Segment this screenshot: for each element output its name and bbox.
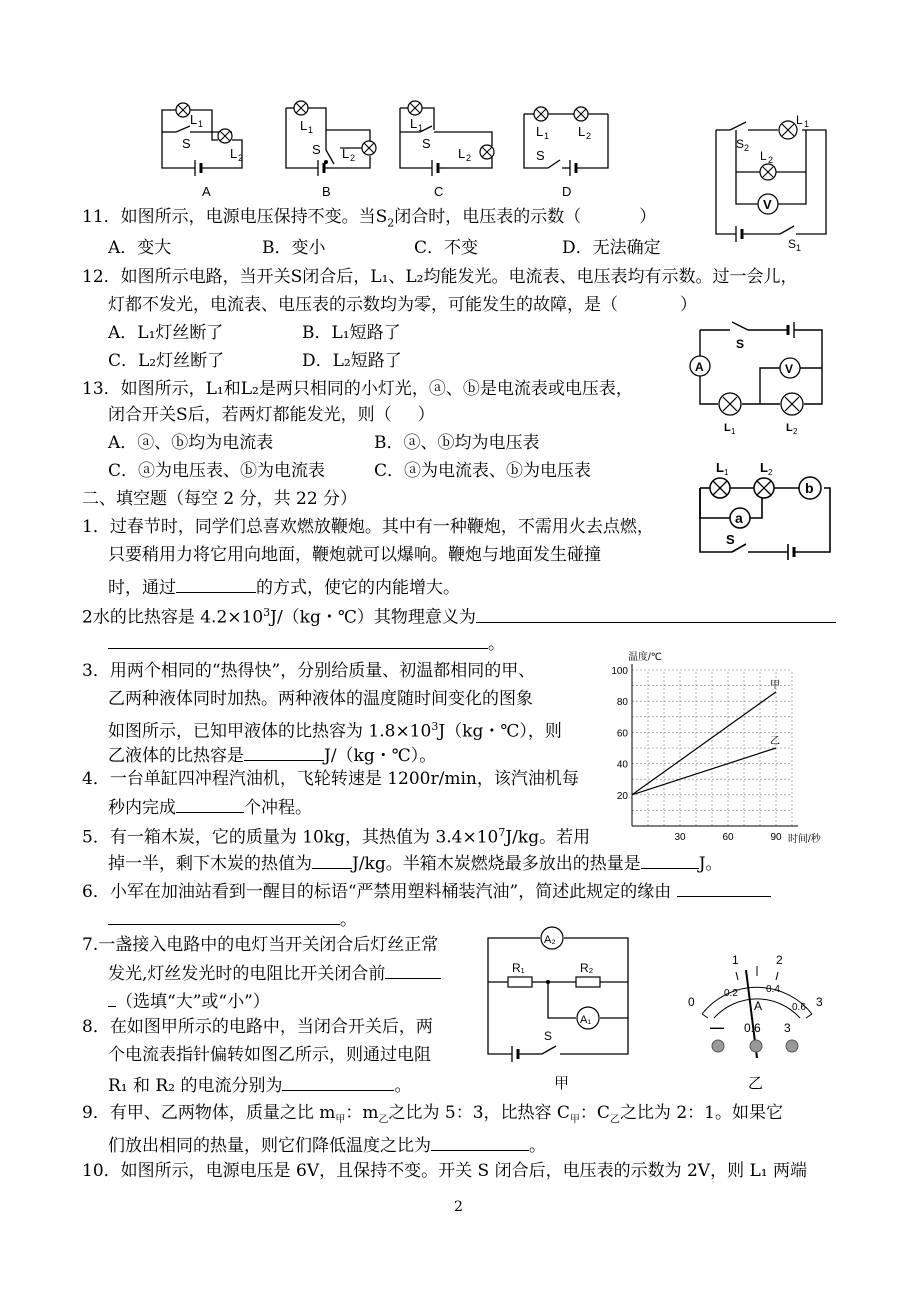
- svg-text:2: 2: [744, 143, 750, 153]
- series-line-yi: [632, 748, 776, 795]
- svg-text:a: a: [735, 510, 743, 526]
- svg-text:L: L: [536, 124, 544, 139]
- series-label: 甲: [770, 679, 780, 691]
- svg-text:L: L: [458, 146, 466, 161]
- svg-text:L: L: [724, 422, 731, 434]
- svg-text:V: V: [785, 362, 794, 376]
- fq7-line2: 发光,灯丝发光时的电阻比开关闭合前: [108, 960, 441, 985]
- fq7-line1: 7.一盏接入电路中的电灯当开关闭合后灯丝正常: [82, 935, 439, 955]
- section2-heading: 二、填空题（每空 2 分，共 22 分）: [82, 489, 358, 509]
- svg-text:S: S: [726, 532, 735, 547]
- circuit-d-letter: D: [562, 184, 572, 199]
- fq9-line1: 9．有甲、乙两物体，质量之比 $m_甲$：$m_乙$之比为 5：3，比热容 $C_甲$：$C_乙$之比为 2：1。如果它: [82, 1103, 783, 1126]
- svg-text:0.4: 0.4: [766, 984, 780, 995]
- x-tick-label: 60: [722, 832, 734, 843]
- fq1-line2: 只要稍用力将它用向地面，鞭炮就可以爆响。鞭炮与地面发生碰撞: [108, 545, 601, 565]
- fq3-line4: 乙液体的比热容是 J/（kg・℃）。: [108, 742, 436, 767]
- x-axis-label: 时间/秒: [788, 834, 821, 845]
- svg-text:L: L: [716, 460, 724, 475]
- svg-text:L: L: [760, 149, 767, 163]
- fq9-blank[interactable]: [431, 1132, 529, 1151]
- fq8-line2: 个电流表指针偏转如图乙所示，则通过电阻: [108, 1045, 431, 1065]
- fq5-line1: 5．有一箱木炭，它的质量为 10kg，其热值为 $3.4\times 10^7J/kg$。若用: [82, 826, 591, 848]
- svg-text:S: S: [536, 148, 545, 163]
- fq6-blank-1[interactable]: [677, 878, 771, 897]
- q13-option-b: B．ⓐ、ⓑ均为电压表: [374, 433, 540, 453]
- svg-text:A: A: [695, 360, 704, 374]
- svg-text:2: 2: [768, 468, 773, 477]
- series-label: 乙: [770, 736, 780, 747]
- svg-text:1: 1: [308, 125, 314, 135]
- svg-text:2: 2: [768, 155, 774, 165]
- fq8-line1: 8．在如图甲所示的电路中，当闭合开关后，两: [82, 1017, 433, 1037]
- fq5-line2: 掉一半，剩下木炭的热值为 J/kg。半箱木炭燃烧最多放出的热量是 J。: [108, 850, 723, 875]
- fq9-line2: 们放出相同的热量，则它们降低温度之比为 。: [108, 1132, 546, 1157]
- fq6-line2: 。: [108, 906, 357, 931]
- circuit-a-letter: A: [202, 184, 211, 199]
- fig8-jia-circuit: [480, 918, 650, 1092]
- svg-text:S: S: [182, 136, 191, 151]
- fq2-line2: 。: [108, 630, 505, 655]
- q12-line2: 灯都不发光，电流表、电压表的示数均为零，可能发生的故障，是（ ）: [108, 295, 697, 315]
- fq3-line3: 如图所示，已知甲液体的比热容为 $1.8\times 10^3J(kg$・℃），则: [108, 720, 562, 742]
- fq7-line3: （选填“大”或“小”）: [108, 988, 270, 1013]
- x-tick-label: 30: [674, 832, 686, 843]
- svg-text:1: 1: [418, 123, 424, 133]
- fq2-blank-2[interactable]: [108, 630, 488, 649]
- svg-text:L: L: [786, 422, 793, 434]
- svg-text:L: L: [578, 124, 586, 139]
- fq2-line1: 2水的比热容是 $4.2\times 10^3J/(kg$・℃）其物理意义为: [82, 602, 836, 629]
- fig8-yi-caption: 乙: [748, 1075, 764, 1092]
- svg-text:L: L: [796, 113, 803, 127]
- svg-text:S: S: [544, 1029, 553, 1043]
- svg-text:0: 0: [688, 995, 695, 1009]
- q11-option-a: A．变大: [108, 238, 172, 258]
- temperature-time-chart: [604, 648, 824, 848]
- fq5-blank-1[interactable]: [312, 850, 352, 869]
- y-tick-label: 100: [611, 666, 628, 677]
- q13-line2: 闭合开关S后，若两灯都能发光，则（ ）: [108, 405, 435, 425]
- q13-option-c: C．ⓐ为电压表、ⓑ为电流表: [108, 461, 326, 481]
- svg-text:V: V: [763, 197, 772, 212]
- svg-text:A₂: A₂: [544, 934, 556, 946]
- svg-text:L: L: [230, 146, 238, 161]
- fq3-blank[interactable]: [244, 742, 324, 761]
- fq8-blank[interactable]: [282, 1072, 394, 1091]
- svg-text:L: L: [760, 460, 768, 475]
- fq1-line3: 时，通过 的方式，使它的内能增大。: [108, 574, 460, 599]
- svg-text:0.6: 0.6: [744, 1021, 761, 1035]
- svg-text:2: 2: [466, 153, 472, 163]
- fq4-line1: 4．一台单缸四冲程汽油机，飞轮转速是 1200r/min，该汽油机每: [82, 769, 579, 789]
- svg-text:L: L: [342, 146, 350, 161]
- svg-text:L: L: [300, 118, 308, 133]
- fq3-line1: 3．用两个相同的“热得快”，分别给质量、初温都相同的甲、: [82, 661, 536, 681]
- svg-text:S: S: [736, 137, 745, 151]
- svg-text:3: 3: [784, 1021, 791, 1035]
- svg-text:2: 2: [238, 153, 244, 163]
- y-tick-label: 40: [616, 759, 628, 771]
- circuit-b-letter: B: [322, 184, 331, 199]
- svg-text:R₂: R₂: [580, 961, 594, 975]
- fq4-line2: 秒内完成 个冲程。: [108, 794, 312, 819]
- x-tick-label: 90: [770, 832, 782, 843]
- svg-text:2: 2: [793, 427, 798, 436]
- fq5-blank-2[interactable]: [641, 850, 699, 869]
- y-tick-label: 20: [616, 790, 628, 802]
- fig8-yi-ammeter: [680, 948, 830, 1098]
- svg-text:1: 1: [732, 953, 739, 967]
- fq2-blank-1[interactable]: [476, 604, 836, 623]
- svg-text:S: S: [736, 337, 745, 351]
- svg-text:1: 1: [724, 468, 729, 477]
- q11-option-c: C．不变: [414, 238, 479, 258]
- q12-line1: 12．如图所示电路，当开关S闭合后，L₁、L₂均能发光。电流表、电压表均有示数。过一会儿，: [82, 267, 798, 287]
- svg-text:S: S: [788, 237, 797, 251]
- q12-circuit-diagram: [684, 316, 844, 436]
- svg-text:A: A: [754, 999, 763, 1013]
- fq10-line1: 10．如图所示，电源电压是 6V，且保持不变。开关 S 闭合后，电压表的示数为 2V，则 L₁ 两端: [82, 1161, 807, 1181]
- circuit-b-diagram: [278, 96, 398, 199]
- q12-option-d: D．L₂短路了: [302, 351, 402, 371]
- y-tick-label: 80: [616, 697, 628, 709]
- q12-option-c: C．L₂灯丝断了: [108, 351, 225, 371]
- y-axis-label: 温度/℃: [628, 652, 663, 663]
- fq6-blank-2[interactable]: [108, 906, 340, 925]
- q12-option-a: A．L₁灯丝断了: [108, 323, 224, 343]
- q13-option-d: C．ⓐ为电流表、ⓑ为电压表: [374, 461, 592, 481]
- svg-text:S: S: [422, 136, 431, 151]
- fq6-line1: 6．小军在加油站看到一醒目的标语“严禁用塑料桶装汽油”，简述此规定的缘由: [82, 878, 771, 903]
- svg-text:0.2: 0.2: [724, 988, 738, 999]
- svg-text:L: L: [410, 116, 418, 131]
- svg-text:3: 3: [816, 995, 823, 1009]
- svg-text:2: 2: [350, 153, 356, 163]
- fq4-blank[interactable]: [176, 794, 244, 813]
- y-tick-label: 60: [616, 728, 628, 740]
- svg-text:A₁: A₁: [580, 1014, 592, 1026]
- fq7-blank[interactable]: [385, 960, 441, 979]
- fq1-line1: 1．过春节时，同学们总喜欢燃放鞭炮。其中有一种鞭炮，不需用火去点燃，: [82, 517, 654, 537]
- q11-stem: 11．如图所示，电源电压保持不变。当$S_2$闭合时，电压表的示数（ ）: [82, 207, 657, 230]
- circuit-c-diagram: [392, 96, 512, 199]
- svg-text:2: 2: [586, 131, 592, 141]
- circuit-a-diagram: [150, 96, 270, 199]
- circuit-c-letter: C: [434, 184, 444, 199]
- svg-text:1: 1: [804, 119, 810, 129]
- svg-text:b: b: [805, 480, 814, 496]
- circuit-d-diagram: [516, 96, 626, 199]
- svg-text:—: —: [710, 1019, 724, 1035]
- page-number: 2: [454, 1199, 463, 1215]
- q11-option-d: D．无法确定: [562, 238, 661, 258]
- svg-text:2: 2: [776, 953, 783, 967]
- svg-text:1: 1: [731, 427, 736, 436]
- svg-text:1: 1: [198, 119, 204, 129]
- fq1-blank[interactable]: [176, 574, 256, 593]
- fq8-line3: R₁ 和 R₂ 的电流分别为 。: [108, 1072, 411, 1097]
- svg-text:0.6: 0.6: [792, 1002, 806, 1013]
- svg-text:1: 1: [796, 243, 802, 253]
- fq3-line2: 乙两种液体同时加热。两种液体的温度随时间变化的图象: [108, 689, 533, 709]
- svg-text:L: L: [190, 112, 198, 127]
- fig8-jia-caption: 甲: [554, 1075, 570, 1092]
- q13-option-a: A．ⓐ、ⓑ均为电流表: [108, 433, 274, 453]
- svg-text:1: 1: [544, 131, 550, 141]
- q13-circuit-diagram: [692, 460, 842, 570]
- q11-option-b: B．变小: [262, 238, 326, 258]
- q13-line1: 13．如图所示，L₁和L₂是两只相同的小灯光，ⓐ、ⓑ是电流表或电压表，: [82, 379, 633, 399]
- svg-text:R₁: R₁: [512, 961, 525, 975]
- svg-text:S: S: [312, 142, 321, 157]
- q12-option-b: B．L₁短路了: [302, 323, 401, 343]
- q11-circuit-diagram: [708, 110, 838, 253]
